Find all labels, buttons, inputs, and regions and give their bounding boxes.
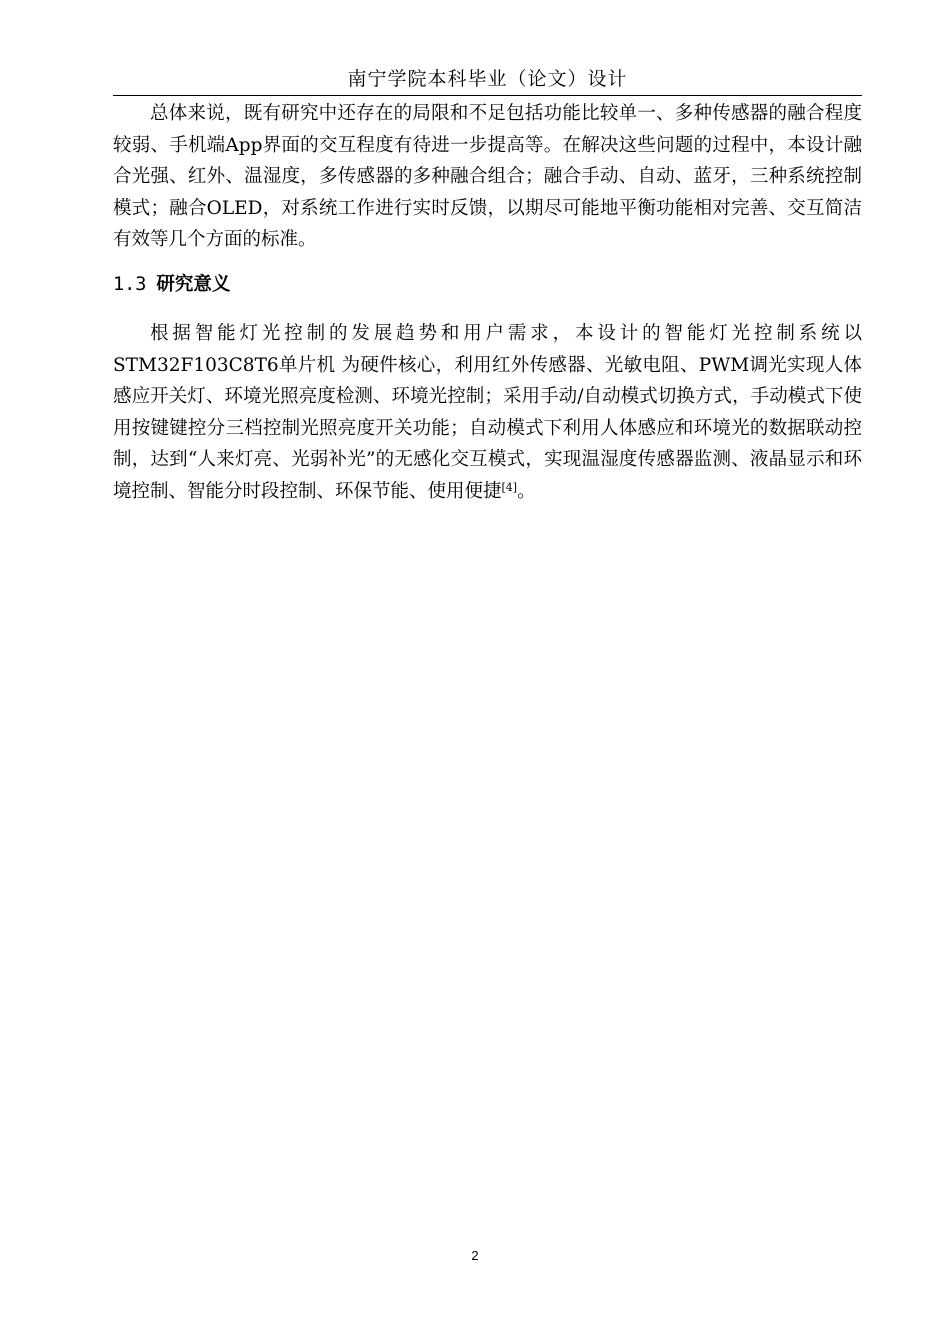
citation-reference: [4] <box>501 480 518 494</box>
paragraph-summary: 总体来说，既有研究中还存在的局限和不足包括功能比较单一、多种传感器的融合程度较弱、手机端App界面的交互程度有待进一步提高等。在解决这些问题的过程中，本设计融合光强、红外、温湿度，多传感器的多种融合组合；融合手动、自动、蓝牙，三种系统控制模式；融合OLED，对系统工作进行实时反馈，以期尽可能地平衡功能相对完善、交互简洁有效等几个方面的标准。 <box>113 103 862 250</box>
page-number: 2 <box>471 1248 479 1263</box>
section-number: 1.3 <box>113 274 147 295</box>
header-rule <box>113 95 862 96</box>
running-header: 南宁学院本科毕业（论文）设计 <box>347 68 628 90</box>
paragraph-significance <box>113 318 862 507</box>
section-heading <box>113 271 230 299</box>
paragraph-significance-text: 根据智能灯光控制的发展趋势和用户需求，本设计的智能灯光控制系统以STM32F103C8T6单片机 为硬件核心，利用红外传感器、光敏电阻、PWM调光实现人体感应开关灯、环境光照亮度检测、环境光控制；采用手动/自动模式切换方式，手动模式下使用按键键控分三档控制光照亮度开关功能；自动模式下利用人体感应和环境光的数据联动控制，达到“人来灯亮、光弱补光”的无感化交互模式，实现温湿度传感器监测、液晶显示和环境控制、智能分时段控制、环保节能、使用便捷 <box>113 323 862 502</box>
paragraph-significance-end: 。 <box>517 480 536 502</box>
section-title: 研究意义 <box>156 274 231 295</box>
